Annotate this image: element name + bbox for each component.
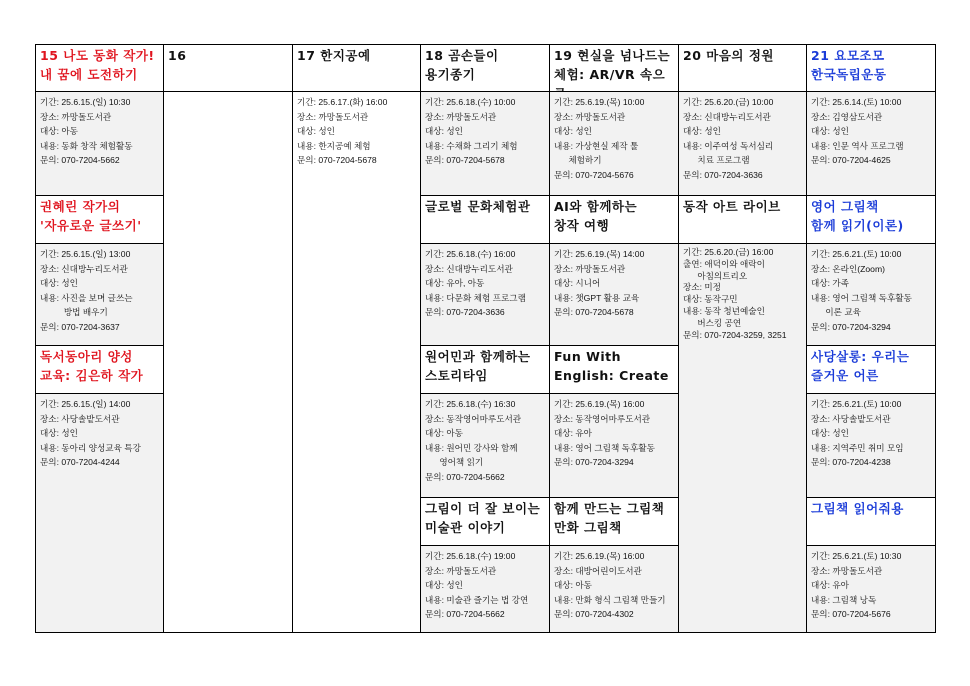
event-detail-line: 내용: 동작 청년예술인 xyxy=(683,305,765,316)
event-detail-line: 문의: 070-7204-4238 xyxy=(811,457,891,468)
event-detail-line: 치료 프로그램 xyxy=(683,155,750,166)
event-detail-line: 내용: 수채화 그리기 체험 xyxy=(425,140,518,151)
event-detail-line: 기간: 25.6.17.(화) 16:00 xyxy=(297,97,388,107)
grid-line xyxy=(549,195,678,196)
event-detail-line: 버스킹 공연 xyxy=(683,317,742,328)
event-detail-line: 문의: 070-7204-4302 xyxy=(554,609,634,620)
event-details xyxy=(806,545,936,633)
event-detail-line: 아침의트리오 xyxy=(683,270,748,281)
event-details xyxy=(549,243,678,345)
grid-line xyxy=(806,91,936,92)
event-title: AI와 함께하는 창작 여행 xyxy=(554,199,638,233)
event-detail-line: 이론 교육 xyxy=(811,307,861,318)
event-title: 21 요모조모 한국독립운동 xyxy=(811,48,887,82)
event-detail-line: 내용: 가상현실 제작 툴 xyxy=(554,140,639,151)
event-detail-line: 기간: 25.6.18.(수) 19:00 xyxy=(425,551,516,561)
event-detail-line: 내용: 인문 역사 프로그램 xyxy=(811,140,904,151)
event-detail-line: 장소: 온라인(Zoom) xyxy=(811,263,885,274)
grid-line xyxy=(678,91,806,92)
event-detail-line: 장소: 신대방누리도서관 xyxy=(683,111,771,122)
event-detail-line: 문의: 070-7204-4244 xyxy=(40,457,120,468)
event-detail-line: 기간: 25.6.19.(목) 16:00 xyxy=(554,551,645,561)
event-detail-line: 대상: 성인 xyxy=(811,126,849,137)
event-detail-line: 기간: 25.6.20.(금) 16:00 xyxy=(683,247,774,257)
event-detail-line: 대상: 유아 xyxy=(554,428,592,439)
event-detail-line: 대상: 아동 xyxy=(40,126,78,137)
grid-line xyxy=(292,91,420,92)
event-details xyxy=(420,393,549,497)
event-details xyxy=(678,91,806,195)
event-detail-line: 대상: 성인 xyxy=(683,126,721,137)
event-detail-line: 내용: 영어 그림책 독후활동 xyxy=(811,292,912,303)
event-detail-line: 기간: 25.6.18.(수) 16:00 xyxy=(425,249,516,259)
event-detail-line: 영어책 읽기 xyxy=(425,457,484,468)
event-detail-line: 내용: 한지공예 체험 xyxy=(297,140,371,151)
event-title: 글로벌 문화체험관 xyxy=(425,199,531,214)
event-detail-line: 대상: 성인 xyxy=(554,126,592,137)
event-detail-line: 방법 배우기 xyxy=(40,307,108,318)
event-title: 원어민과 함께하는 스토리타임 xyxy=(425,349,531,383)
grid-line xyxy=(420,545,549,546)
grid-line xyxy=(806,545,936,546)
event-detail-line: 장소: 대방어린이도서관 xyxy=(554,565,642,576)
event-details xyxy=(806,91,936,195)
event-detail-line: 대상: 유아 xyxy=(811,580,849,591)
event-detail-line: 대상: 성인 xyxy=(425,580,463,591)
event-detail-line: 대상: 성인 xyxy=(297,126,335,137)
event-detail-line: 문의: 070-7204-3636 xyxy=(425,307,505,318)
event-detail-line: 문의: 070-7204-3637 xyxy=(40,321,120,332)
grid-line xyxy=(806,195,936,196)
event-detail-line: 문의: 070-7204-5662 xyxy=(40,155,120,166)
event-detail-line: 문의: 070-7204-5676 xyxy=(554,169,634,180)
event-title: 17 한지공예 xyxy=(297,48,371,63)
event-detail-line: 내용: 영어 그림책 독후활동 xyxy=(554,442,655,453)
event-detail-line: 내용: 동아리 양성교육 특강 xyxy=(40,442,141,453)
event-detail-line: 문의: 070-7204-4625 xyxy=(811,155,891,166)
grid-line xyxy=(420,393,549,394)
event-detail-line: 대상: 성인 xyxy=(40,278,78,289)
grid-line xyxy=(35,44,936,45)
event-detail-line: 장소: 동작영어마루도서관 xyxy=(425,413,522,424)
grid-line xyxy=(806,497,936,498)
event-detail-line: 기간: 25.6.19.(목) 14:00 xyxy=(554,249,645,259)
grid-line xyxy=(678,44,679,633)
grid-line xyxy=(35,91,163,92)
event-detail-line: 대상: 동작구민 xyxy=(683,294,738,305)
grid-line xyxy=(549,545,678,546)
event-detail-line: 내용: 그림책 낭독 xyxy=(811,594,877,605)
event-detail-line: 기간: 25.6.15.(일) 10:30 xyxy=(40,97,131,107)
event-title: 19 현실을 넘나드는 체험: AR/VR 속으 xyxy=(554,48,671,82)
grid-line xyxy=(35,243,163,244)
event-detail-line: 기간: 25.6.18.(수) 16:30 xyxy=(425,399,516,409)
event-detail-line: 기간: 25.6.21.(토) 10:30 xyxy=(811,551,902,561)
grid-line xyxy=(678,243,806,244)
event-detail-line: 대상: 유아, 아동 xyxy=(425,278,485,289)
event-detail-line: 내용: 사진을 보며 글쓰는 xyxy=(40,292,133,303)
grid-line xyxy=(35,345,163,346)
event-title: 독서동아리 양성 교육: 김은하 작가 xyxy=(40,349,144,383)
grid-line xyxy=(420,243,549,244)
event-detail-line: 장소: 동작영어마루도서관 xyxy=(554,413,651,424)
grid-line xyxy=(806,393,936,394)
event-details xyxy=(292,91,420,633)
event-detail-line: 문의: 070-7204-3636 xyxy=(683,169,763,180)
event-details xyxy=(549,91,678,195)
grid-line xyxy=(549,393,678,394)
event-details xyxy=(806,243,936,345)
grid-line xyxy=(163,44,164,633)
event-detail-line: 체험하기 xyxy=(554,155,602,166)
event-title: 18 곰손들이 용기종기 xyxy=(425,48,499,82)
event-detail-line: 내용: 원어민 강사와 함께 xyxy=(425,442,518,453)
grid-line xyxy=(163,91,292,92)
grid-line xyxy=(35,195,163,196)
event-detail-line: 기간: 25.6.19.(목) 16:00 xyxy=(554,399,645,409)
event-detail-line: 기간: 25.6.14.(토) 10:00 xyxy=(811,97,902,107)
event-details xyxy=(806,393,936,497)
event-details xyxy=(35,243,163,345)
event-detail-line: 문의: 070-7204-3294 xyxy=(554,457,634,468)
grid-line xyxy=(549,91,678,92)
event-detail-line: 장소: 사당솔밭도서관 xyxy=(40,413,120,424)
grid-line xyxy=(549,345,678,346)
event-detail-line: 장소: 김영삼도서관 xyxy=(811,111,883,122)
event-detail-line: 장소: 까망돌도서관 xyxy=(554,263,626,274)
event-detail-line: 문의: 070-7204-3294 xyxy=(811,321,891,332)
grid-line xyxy=(420,195,549,196)
event-detail-line: 문의: 070-7204-5678 xyxy=(425,155,505,166)
event-detail-line: 출연: 애덕이와 애락이 xyxy=(683,258,765,269)
event-title: 함께 만드는 그림책 만화 그림책 xyxy=(554,501,665,535)
grid-line xyxy=(292,44,293,633)
grid-line xyxy=(35,44,36,633)
grid-line xyxy=(806,243,936,244)
event-title: 사당살롱: 우리는 즐거운 어른 xyxy=(811,349,910,383)
event-detail-line: 장소: 까망돌도서관 xyxy=(554,111,626,122)
event-detail-line: 내용: 만화 형식 그림책 만들기 xyxy=(554,594,666,605)
event-details xyxy=(420,545,549,633)
event-detail-line: 내용: 동화 창작 체험활동 xyxy=(40,140,133,151)
grid-line xyxy=(549,243,678,244)
event-detail-line: 기간: 25.6.19.(목) 10:00 xyxy=(554,97,645,107)
event-detail-line: 장소: 까망돌도서관 xyxy=(425,565,497,576)
grid-line xyxy=(420,497,549,498)
grid-line xyxy=(678,195,806,196)
event-title: 영어 그림책 함께 읽기(이론) xyxy=(811,199,904,233)
event-title: 20 마음의 정원 xyxy=(683,48,774,63)
event-title: 그림이 더 잘 보이는 미술관 이야기 xyxy=(425,501,541,535)
event-detail-line: 장소: 까망돌도서관 xyxy=(811,565,883,576)
grid-line xyxy=(35,632,936,633)
event-detail-line: 대상: 아동 xyxy=(554,580,592,591)
grid-line xyxy=(549,497,678,498)
event-detail-line: 내용: 다문화 체험 프로그램 xyxy=(425,292,526,303)
event-details xyxy=(420,243,549,345)
event-details xyxy=(35,91,163,195)
grid-line xyxy=(420,345,549,346)
event-details xyxy=(549,393,678,497)
event-details xyxy=(678,243,806,633)
event-detail-line: 문의: 070-7204-5676 xyxy=(811,609,891,620)
event-detail-line: 기간: 25.6.15.(일) 13:00 xyxy=(40,249,131,259)
event-detail-line: 문의: 070-7204-5678 xyxy=(554,307,634,318)
grid-line xyxy=(420,91,549,92)
event-detail-line: 장소: 사당솔밭도서관 xyxy=(811,413,891,424)
event-details xyxy=(420,91,549,195)
event-title: 16 xyxy=(168,48,187,63)
event-detail-line: 문의: 070-7204-5662 xyxy=(425,471,505,482)
event-detail-line: 장소: 까망돌도서관 xyxy=(297,111,369,122)
event-detail-line: 장소: 신대방누리도서관 xyxy=(40,263,128,274)
event-detail-line: 문의: 070-7204-5678 xyxy=(297,155,377,166)
event-detail-line: 대상: 시니어 xyxy=(554,278,601,289)
event-details xyxy=(549,545,678,633)
event-detail-line: 대상: 성인 xyxy=(811,428,849,439)
event-detail-line: 문의: 070-7204-3259, 3251 xyxy=(683,329,787,340)
event-detail-line: 대상: 아동 xyxy=(425,428,463,439)
event-detail-line: 장소: 신대방누리도서관 xyxy=(425,263,513,274)
event-detail-line: 장소: 까망돌도서관 xyxy=(40,111,112,122)
event-details xyxy=(35,393,163,633)
event-title: 15 나도 동화 작가! 내 꿈에 도전하기 xyxy=(40,48,155,82)
event-detail-line: 문의: 070-7204-5662 xyxy=(425,609,505,620)
event-detail-line: 내용: 미술관 즐기는 법 강연 xyxy=(425,594,529,605)
event-detail-line: 대상: 성인 xyxy=(425,126,463,137)
event-detail-line: 장소: 까망돌도서관 xyxy=(425,111,497,122)
grid-line xyxy=(35,393,163,394)
event-detail-line: 대상: 성인 xyxy=(40,428,78,439)
event-detail-line: 기간: 25.6.20.(금) 10:00 xyxy=(683,97,774,107)
event-detail-line: 기간: 25.6.15.(일) 14:00 xyxy=(40,399,131,409)
event-detail-line: 내용: 지역주민 취미 모임 xyxy=(811,442,904,453)
event-detail-line: 내용: 챗GPT 활용 교육 xyxy=(554,292,640,303)
event-detail-line: 기간: 25.6.21.(토) 10:00 xyxy=(811,399,902,409)
event-title: 동작 아트 라이브 xyxy=(683,199,781,214)
event-title: Fun With English: Create xyxy=(554,349,669,383)
grid-line xyxy=(806,345,936,346)
event-detail-line: 기간: 25.6.18.(수) 10:00 xyxy=(425,97,516,107)
event-details xyxy=(163,91,292,633)
event-detail-line: 장소: 미정 xyxy=(683,282,721,293)
program-calendar-table xyxy=(35,44,936,633)
event-detail-line: 기간: 25.6.21.(토) 10:00 xyxy=(811,249,902,259)
event-title: 권혜린 작가의 '자유로운 글쓰기' xyxy=(40,199,142,233)
event-title: 그림책 읽어줘용 xyxy=(811,501,904,516)
event-detail-line: 대상: 가족 xyxy=(811,278,849,289)
event-detail-line: 내용: 이주여성 독서심리 xyxy=(683,140,774,151)
